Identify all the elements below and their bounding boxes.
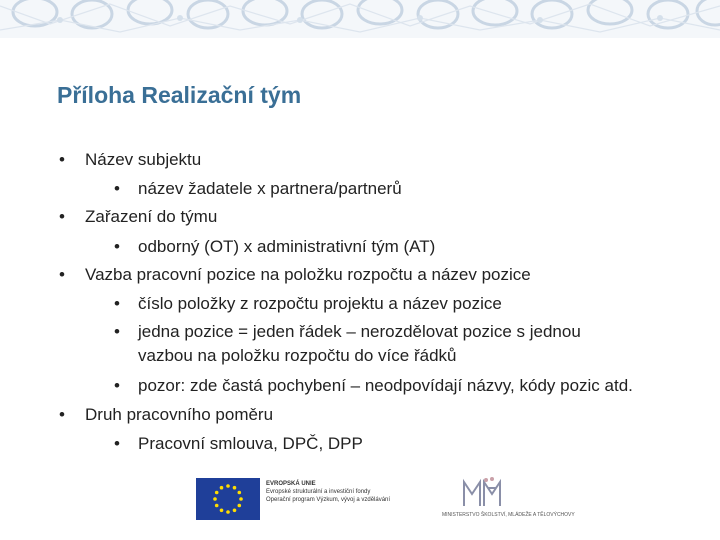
- ministry-label: MINISTERSTVO ŠKOLSTVÍ, MLÁDEŽE A TĚLOVÝCHOVY: [442, 512, 575, 518]
- sub-list-item-label: název žadatele x partnera/partnerů: [138, 179, 402, 198]
- warning-text: zde častá pochybení – neodpovídají názvy, kódy pozic atd.: [185, 376, 633, 395]
- list-item-label: Druh pracovního poměru: [85, 405, 274, 424]
- sub-list-item-label: [138, 376, 633, 396]
- footer-logos: [196, 474, 575, 524]
- sub-list-item-label: odborný (OT) x administrativní tým (AT): [138, 237, 436, 256]
- header-decoration: [0, 0, 720, 38]
- bullet-icon: •: [114, 294, 120, 313]
- sub-list-item-continuation: vazbou na položku rozpočtu do více řádků: [138, 346, 457, 365]
- slide-title: Příloha Realizační tým: [57, 82, 302, 108]
- sub-list-item-label: číslo položky z rozpočtu projektu a název pozice: [138, 294, 502, 313]
- eu-funds-label: Evropské strukturální a investiční fondy: [266, 489, 371, 495]
- ministry-emblem-icon: [442, 476, 532, 510]
- eu-flag-icon: [196, 478, 260, 520]
- bullet-icon: •: [59, 265, 65, 284]
- bullet-icon: •: [59, 207, 65, 226]
- bullet-icon: •: [59, 150, 65, 169]
- eu-union-label: EVROPSKÁ UNIE: [266, 481, 316, 487]
- list-item-label: Zařazení do týmu: [85, 207, 218, 226]
- header-pattern-icon: [0, 0, 720, 38]
- warning-prefix: pozor:: [138, 376, 186, 395]
- eu-programme-label: Operační program Výzkum, vývoj a vzdělávání: [266, 497, 391, 503]
- list-item-label: Název subjektu: [85, 150, 202, 169]
- list-item-label: Vazba pracovní pozice na položku rozpočtu a název pozice: [85, 265, 531, 284]
- bullet-icon: •: [114, 376, 120, 395]
- bullet-icon: •: [59, 405, 65, 424]
- bullet-icon: •: [114, 434, 120, 453]
- bullet-icon: •: [114, 179, 120, 198]
- bullet-icon: •: [114, 237, 120, 256]
- eu-funding-text: [266, 480, 390, 504]
- bullet-icon: •: [114, 322, 120, 341]
- sub-list-item-label: Pracovní smlouva, DPČ, DPP: [138, 434, 363, 453]
- sub-list-item-label: jedna pozice = jeden řádek – nerozdělovat pozice s jednou: [138, 322, 581, 341]
- ministry-logo: [442, 476, 575, 522]
